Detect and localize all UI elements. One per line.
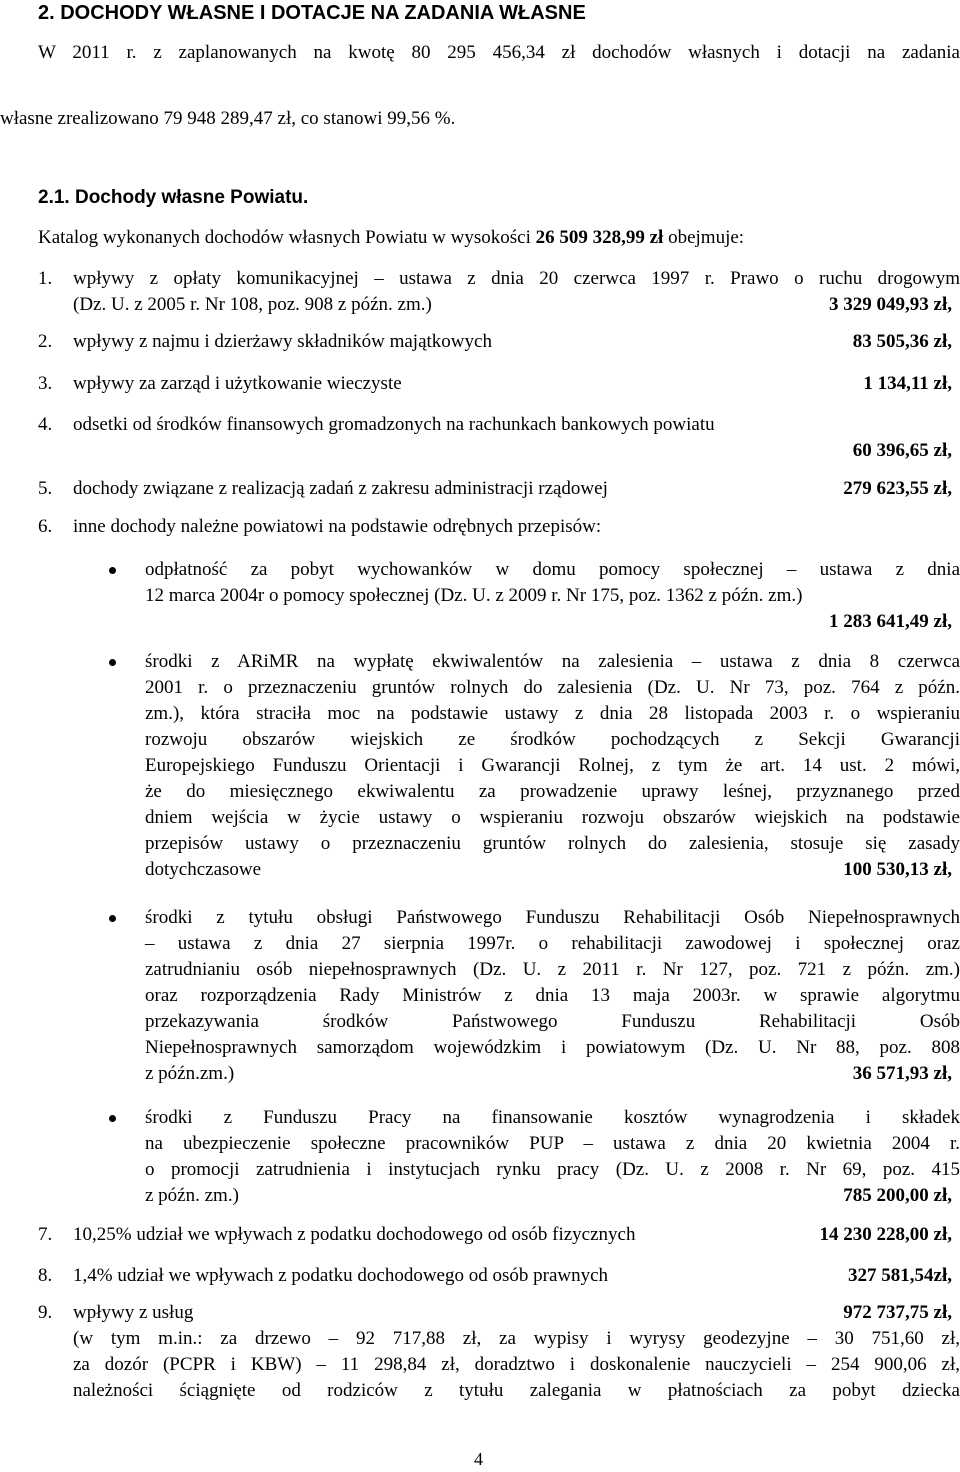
item-6-text: inne dochody należne powiatowi na podstawie odrębnych przepisów:: [73, 516, 602, 537]
bullet-dot: [109, 1115, 116, 1122]
bullet-3-line-1: środki z tytułu obsługi Państwowego Funduszu Rehabilitacji Osób Niepełnosprawnych: [145, 907, 960, 928]
bullet-1-line-2: 12 marca 2004r o pomocy społecznej (Dz. U. z 2009 r. Nr 175, poz. 1362 z późn. zm.): [145, 585, 803, 606]
bullet-dot: [109, 659, 116, 666]
item-1-line-1: wpływy z opłaty komunikacyjnej – ustawa z dnia 20 czerwca 1997 r. Prawo o ruchu drogowym: [73, 268, 960, 289]
item-number: 2.: [38, 331, 53, 352]
item-number: 1.: [38, 268, 53, 289]
page-number: 4: [474, 1449, 483, 1469]
bullet-3-line-4: oraz rozporządzenia Rady Ministrów z dnia 13 maja 2003r. w sprawie algorytmu: [145, 985, 960, 1006]
bullet-dot: [109, 915, 116, 922]
bullet-2-amount: 100 530,13 zł,: [843, 859, 952, 880]
item-9-line-3: należności ściągnięte od rodziców z tytułu zalegania w płatnościach za pobyt dziecka: [73, 1380, 960, 1401]
catalog-suffix: obejmuje:: [663, 227, 745, 248]
bullet-2-line-3: zm.), która straciła moc na podstawie ustawy z dnia 28 listopada 2003 r. o wspieraniu: [145, 703, 960, 724]
item-9-line-2: za dozór (PCPR i KBW) – 11 298,84 zł, doradztwo i doskonalenie nauczycieli – 254 900,06 zł,: [73, 1354, 960, 1375]
bullet-2-line-4: rozwoju obszarów wiejskich ze środków pochodzących z Sekcji Gwarancji: [145, 729, 960, 750]
bullet-4-line-2: na ubezpieczenie społeczne pracowników PUP – ustawa z dnia 20 kwietnia 2004 r.: [145, 1133, 960, 1154]
item-8-amount: 327 581,54zł,: [848, 1265, 952, 1286]
bullet-3-line-2: – ustawa z dnia 27 sierpnia 1997r. o rehabilitacji zawodowej i społecznej oraz: [145, 933, 960, 954]
item-number: 5.: [38, 478, 53, 499]
bullet-4-line-3: o promocji zatrudnienia i instytucjach rynku pracy (Dz. U. z 2008 r. Nr 69, poz. 415: [145, 1159, 960, 1180]
bullet-1-amount: 1 283 641,49 zł,: [829, 611, 952, 632]
bullet-3-line-6: Niepełnosprawnych samorządom wojewódzkim i powiatowym (Dz. U. Nr 88, poz. 808: [145, 1037, 960, 1058]
item-number: 7.: [38, 1224, 53, 1245]
bullet-2-line-8: przepisów ustawy o przeznaczeniu gruntów rolnych do zalesienia, stosuje się zasady: [145, 833, 960, 854]
item-2-amount: 83 505,36 zł,: [852, 331, 952, 352]
item-9-text: wpływy z usług: [73, 1302, 194, 1323]
bullet-3-line-3: zatrudnianiu osób niepełnosprawnych (Dz. U. z 2011 r. Nr 127, poz. 721 z późn. zm.): [145, 959, 960, 980]
item-number: 8.: [38, 1265, 53, 1286]
bullet-2-last: dotychczasowe: [145, 859, 262, 880]
bullet-3-amount: 36 571,93 zł,: [852, 1063, 952, 1084]
item-1-line-2: (Dz. U. z 2005 r. Nr 108, poz. 908 z późn. zm.): [73, 294, 432, 315]
section-title: 2.1. Dochody własne Powiatu.: [38, 187, 309, 208]
bullet-2-line-2: 2001 r. o przeznaczeniu gruntów rolnych do zalesienia (Dz. U. Nr 73, poz. 764 z późn.: [145, 677, 960, 698]
item-3-amount: 1 134,11 zł,: [863, 373, 952, 394]
catalog-prefix: Katalog wykonanych dochodów własnych Powiatu w wysokości: [38, 227, 536, 248]
intro-line-2: własne zrealizowano 79 948 289,47 zł, co stanowi 99,56 %.: [0, 108, 456, 129]
item-number: 6.: [38, 516, 53, 537]
item-5-text: dochody związane z realizacją zadań z zakresu administracji rządowej: [73, 478, 608, 499]
bullet-1-line-1: odpłatność za pobyt wychowanków w domu pomocy społecznej – ustawa z dnia: [145, 559, 960, 580]
bullet-4-amount: 785 200,00 zł,: [843, 1185, 952, 1206]
item-number: 9.: [38, 1302, 53, 1323]
item-9-line-1: (w tym m.in.: za drzewo – 92 717,88 zł, za wypisy i wyrysy geodezyjne – 30 751,60 zł,: [73, 1328, 960, 1349]
bullet-2-line-5: Europejskiego Funduszu Orientacji i Gwarancji Rolnej, z tym że art. 14 ust. 2 mówi,: [145, 755, 960, 776]
page-heading: 2. DOCHODY WŁASNE I DOTACJE NA ZADANIA WŁASNE: [38, 2, 586, 24]
bullet-dot: [109, 567, 116, 574]
bullet-2-line-1: środki z ARiMR na wypłatę ekwiwalentów na zalesienia – ustawa z dnia 8 czerwca: [145, 651, 960, 672]
item-8-text: 1,4% udział we wpływach z podatku dochodowego od osób prawnych: [73, 1265, 609, 1286]
bullet-3-line-5: przekazywania środków Państwowego Funduszu Rehabilitacji Osób: [145, 1011, 960, 1032]
item-number: 3.: [38, 373, 53, 394]
item-4-text: odsetki od środków finansowych gromadzonych na rachunkach bankowych powiatu: [73, 414, 715, 435]
item-5-amount: 279 623,55 zł,: [843, 478, 952, 499]
bullet-2-line-7: dniem wejścia w życie ustawy o wspieraniu rozwoju obszarów wiejskich na podstawie: [145, 807, 960, 828]
bullet-2-line-6: że do miesięcznego ekwiwalentu za prowadzenie uprawy leśnej, przyznanego przed: [145, 781, 960, 802]
bullet-4-line-1: środki z Funduszu Pracy na finansowanie kosztów wynagrodzenia i składek: [145, 1107, 960, 1128]
intro-line-1: W 2011 r. z zaplanowanych na kwotę 80 295 456,34 zł dochodów własnych i dotacji na zadania: [38, 42, 960, 63]
catalog-sentence: [38, 225, 744, 251]
item-7-text: 10,25% udział we wpływach z podatku dochodowego od osób fizycznych: [73, 1224, 636, 1245]
item-number: 4.: [38, 414, 53, 435]
bullet-3-last: z późn.zm.): [145, 1063, 235, 1084]
item-7-amount: 14 230 228,00 zł,: [819, 1224, 952, 1245]
catalog-amount: 26 509 328,99 zł: [535, 227, 664, 248]
item-1-amount: 3 329 049,93 zł,: [829, 294, 952, 315]
item-9-amount: 972 737,75 zł,: [843, 1302, 952, 1323]
item-2-text: wpływy z najmu i dzierżawy składników majątkowych: [73, 331, 492, 352]
item-4-amount: 60 396,65 zł,: [852, 440, 952, 461]
item-3-text: wpływy za zarząd i użytkowanie wieczyste: [73, 373, 402, 394]
bullet-4-last: z późn. zm.): [145, 1185, 239, 1206]
